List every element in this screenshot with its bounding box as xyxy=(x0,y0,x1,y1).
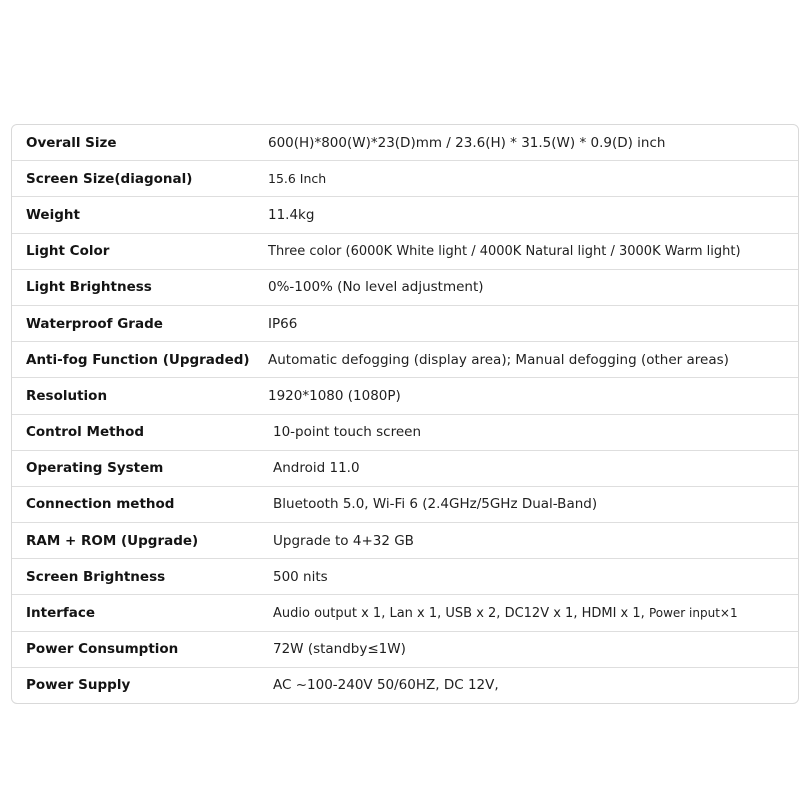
spec-row-light-color xyxy=(12,234,798,270)
spec-table xyxy=(11,124,799,704)
spec-row-screen-brightness xyxy=(12,559,798,595)
spec-value: Three color (6000K White light / 4000K Natural light / 3000K Warm light) xyxy=(268,243,741,259)
spec-label: Connection method xyxy=(26,496,175,513)
spec-row-screen-size xyxy=(12,161,798,197)
spec-row-weight xyxy=(12,197,798,233)
spec-label: Resolution xyxy=(26,387,108,404)
spec-value: Android 11.0 xyxy=(273,460,360,477)
spec-label: Light Color xyxy=(26,243,110,260)
spec-label: RAM + ROM (Upgrade) xyxy=(26,532,199,549)
spec-row-power-supply xyxy=(12,668,798,703)
spec-row-light-brightness xyxy=(12,270,798,306)
spec-label: Control Method xyxy=(26,424,145,441)
spec-value-suffix: Power input×1 xyxy=(648,605,738,620)
spec-label: Screen Size(diagonal) xyxy=(26,170,193,187)
spec-row-anti-fog-function xyxy=(12,342,798,378)
spec-value: AC ~100-240V 50/60HZ, DC 12V, xyxy=(273,677,499,694)
spec-value-main: Audio output x 1, Lan x 1, USB x 2, DC12V x 1, HDMI x 1, xyxy=(273,605,645,621)
spec-row-ram-rom xyxy=(12,523,798,559)
spec-value: 0%-100% (No level adjustment) xyxy=(268,279,484,296)
spec-row-interface xyxy=(12,595,798,631)
spec-value: 500 nits xyxy=(273,568,328,585)
spec-value: 11.4kg xyxy=(268,206,315,223)
spec-label: Power Supply xyxy=(26,677,131,694)
spec-label: Screen Brightness xyxy=(26,568,166,585)
spec-label: Weight xyxy=(26,206,80,223)
spec-row-control-method xyxy=(12,415,798,451)
spec-row-resolution xyxy=(12,378,798,414)
spec-row-overall-size xyxy=(12,125,798,161)
spec-value: IP66 xyxy=(268,315,298,332)
spec-value xyxy=(254,606,798,621)
spec-row-operating-system xyxy=(12,451,798,487)
spec-value: 1920*1080 (1080P) xyxy=(268,387,401,404)
spec-value: 10-point touch screen xyxy=(273,424,422,441)
spec-value: 600(H)*800(W)*23(D)mm / 23.6(H) * 31.5(W) * 0.9(D) inch xyxy=(268,134,666,151)
spec-label: Light Brightness xyxy=(26,279,152,296)
spec-value: 15.6 Inch xyxy=(268,171,327,187)
spec-label: Anti-fog Function (Upgraded) xyxy=(26,351,250,368)
spec-label: Operating System xyxy=(26,460,164,477)
spec-value: 72W (standby≤1W) xyxy=(273,641,406,658)
spec-row-waterproof-grade xyxy=(12,306,798,342)
spec-value: Upgrade to 4+32 GB xyxy=(273,532,414,549)
spec-label: Overall Size xyxy=(26,134,117,151)
spec-label: Interface xyxy=(26,605,96,622)
spec-value: Automatic defogging (display area); Manual defogging (other areas) xyxy=(268,351,729,368)
spec-row-connection-method xyxy=(12,487,798,523)
spec-row-power-consumption xyxy=(12,632,798,668)
spec-value: Bluetooth 5.0, Wi-Fi 6 (2.4GHz/5GHz Dual-Band) xyxy=(273,496,598,513)
spec-label: Waterproof Grade xyxy=(26,315,163,332)
spec-label: Power Consumption xyxy=(26,641,179,658)
